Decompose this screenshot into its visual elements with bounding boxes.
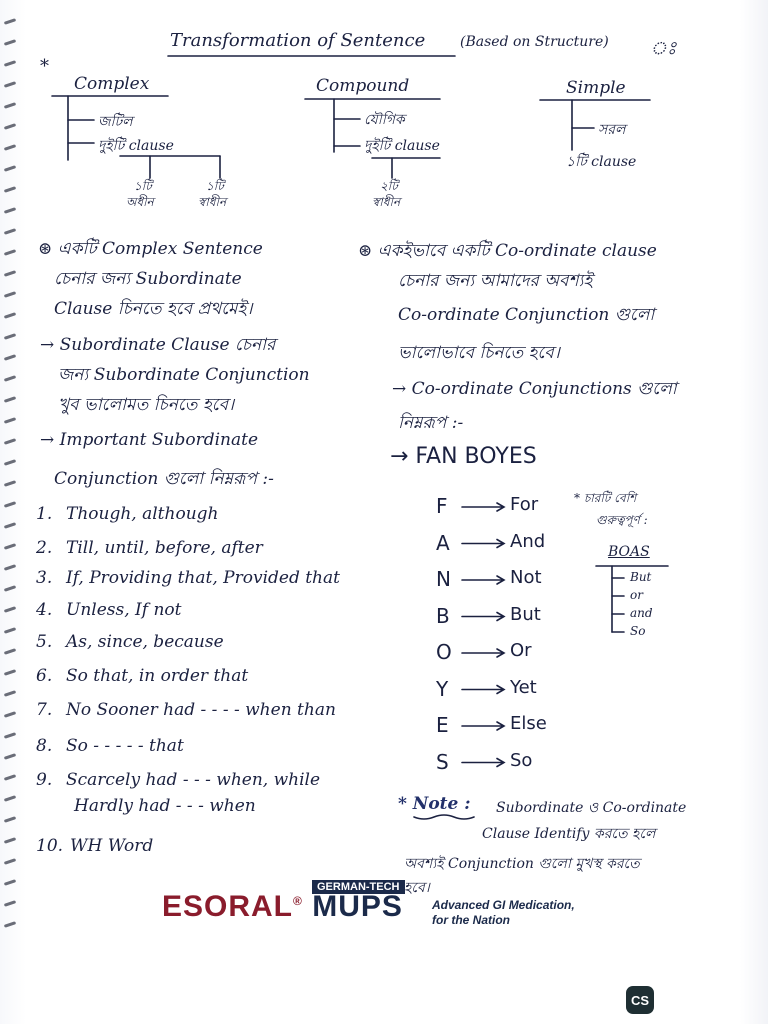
fanboys-word: Yet [510,676,537,698]
ad-tagline-line1: Advanced GI Medication, [432,898,575,912]
left-para1-line2: চেনার জন্য Subordinate [54,269,242,289]
page-title-suffix: ঃ [650,38,677,59]
tree-compound-leaf1b: স্বাধীন [372,195,401,209]
right-para1-line2: চেনার জন্য আমাদের অবশ্যই [398,271,593,291]
tree-complex-branch1: জটিল [98,114,133,130]
boas-item: So [630,624,646,638]
boas-item: or [630,588,643,602]
list-item: As, since, because [66,632,224,652]
left-para3-line1: → Important Subordinate [40,430,259,450]
fanboys-arrow [462,686,504,694]
fanboys-letter: E [436,713,449,737]
list-item-number: 5. [36,632,53,652]
list-item-number: 1. [36,504,53,524]
fanboys-title: → FAN BOYES [390,444,537,469]
boas-item: and [630,606,653,620]
fanboys-arrow [462,649,504,657]
fanboys-word: But [510,603,541,625]
left-para1-line3: Clause চিনতে হবে প্রথমেই। [54,299,253,319]
page-title-paren: (Based on Structure) [460,34,609,50]
list-item-number: 3. [36,568,53,588]
boas-title: BOAS [608,544,650,560]
list-item: Scarcely had - - - when, while [66,770,321,790]
fanboys-word: And [510,530,546,552]
list-item: WH Word [70,836,154,856]
tree-compound-branch1: যৌগিক [364,112,405,128]
list-item: So - - - - - that [66,736,184,756]
tree-simple-branch1: সরল [598,122,626,138]
side-note-line1: * চারটি বেশি [574,491,637,505]
fanboys-word: For [510,494,539,515]
fanboys-letter: A [436,530,450,555]
boas-item: But [630,570,652,584]
fanboys-letter: O [436,640,452,664]
page-title: Transformation of Sentence [170,30,426,51]
list-item: So that, in order that [66,666,249,686]
list-item-number: 4. [36,600,53,620]
fanboys-letter: Y [436,676,449,701]
tree-simple-label: Simple [566,78,626,98]
list-item-number: 10. [36,836,64,856]
list-item-number: 8. [36,736,53,756]
ad-reg: ® [293,894,303,908]
ad-brand2: MUPS [312,890,403,923]
right-para2-line2: নিম্নরূপ :- [398,413,464,433]
fanboys-arrow [462,722,504,730]
fanboys-word: So [510,749,533,771]
tree-simple-branch2: ১টি clause [566,154,637,170]
fanboys-letter: S [436,749,449,774]
list-item-number: 7. [36,700,53,720]
tree-complex-leaf2a: ১টি [206,179,224,193]
tree-complex-label: Complex [74,74,150,94]
fanboys-letter: B [436,603,450,628]
list-item: No Sooner had - - - - when than [66,700,336,720]
ad-logo [162,890,403,924]
fanboys-arrow [462,503,504,511]
list-item: If, Providing that, Provided that [66,568,340,588]
list-item-number: 9. [36,770,53,790]
list-item: Though, although [66,504,219,524]
list-item-number: 6. [36,666,53,686]
tree-complex-leaf1a: ১টি [134,179,152,193]
fanboys-arrow [462,613,504,621]
tree-complex-leaf1b: অধীন [126,195,154,209]
tree-compound-label: Compound [316,76,410,96]
left-para1-line1: ⊛ একটি Complex Sentence [38,239,263,259]
right-para1-line1: ⊛ একইভাবে একটি Co-ordinate clause [358,241,657,261]
note-line3: অবশ্যই Conjunction গুলো মুখস্থ করতে [404,856,640,872]
star-mark: * [40,56,49,77]
camscanner-icon: CS [626,986,654,1014]
note-line2: Clause Identify করতে হলে [482,826,656,842]
ad-badge: GERMAN-TECH [312,880,405,894]
fanboys-arrow [462,576,504,584]
fanboys-word: Or [510,640,532,661]
ad-tagline-line2: for the Nation [432,913,510,927]
tree-complex-leaf2b: স্বাধীন [198,195,227,209]
tree-compound-branch2: দুইটি clause [364,138,440,154]
tree-complex-branch2: দুইটি clause [98,138,174,154]
fanboys-letter: N [436,567,451,591]
tree-compound-leaf1a: ২টি [380,179,398,193]
note-label: * Note : [398,794,471,814]
right-para1-line4: ভালোভাবে চিনতে হবে। [398,343,560,363]
fanboys-word: Else [510,713,547,734]
list-item: Till, until, before, after [66,538,263,558]
left-para2-line1: → Subordinate Clause চেনার [40,335,276,355]
list-item: Unless, If not [66,600,182,620]
fanboys-arrow [462,540,504,548]
list-item-number: 2. [36,538,53,558]
left-para2-line3: খুব ভালোমত চিনতে হবে। [58,395,235,415]
list-item: Hardly had - - - when [74,796,256,816]
note-line4: হবে। [404,880,430,896]
fanboys-arrow [462,759,504,767]
fanboys-word: Not [510,567,542,588]
note-line1: Subordinate ও Co-ordinate [496,800,687,816]
right-para2-line1: → Co-ordinate Conjunctions গুলো [392,379,677,399]
left-para2-line2: জন্য Subordinate Conjunction [58,365,310,385]
ad-tagline [432,898,575,928]
side-note-line2: গুরুত্বপূর্ণ : [596,513,648,527]
right-para1-line3: Co-ordinate Conjunction গুলো [398,305,655,325]
fanboys-letter: F [436,494,448,518]
ad-brand1: ESORAL [162,890,294,923]
left-para3-line2: Conjunction গুলো নিম্নরূপ :- [54,469,274,489]
